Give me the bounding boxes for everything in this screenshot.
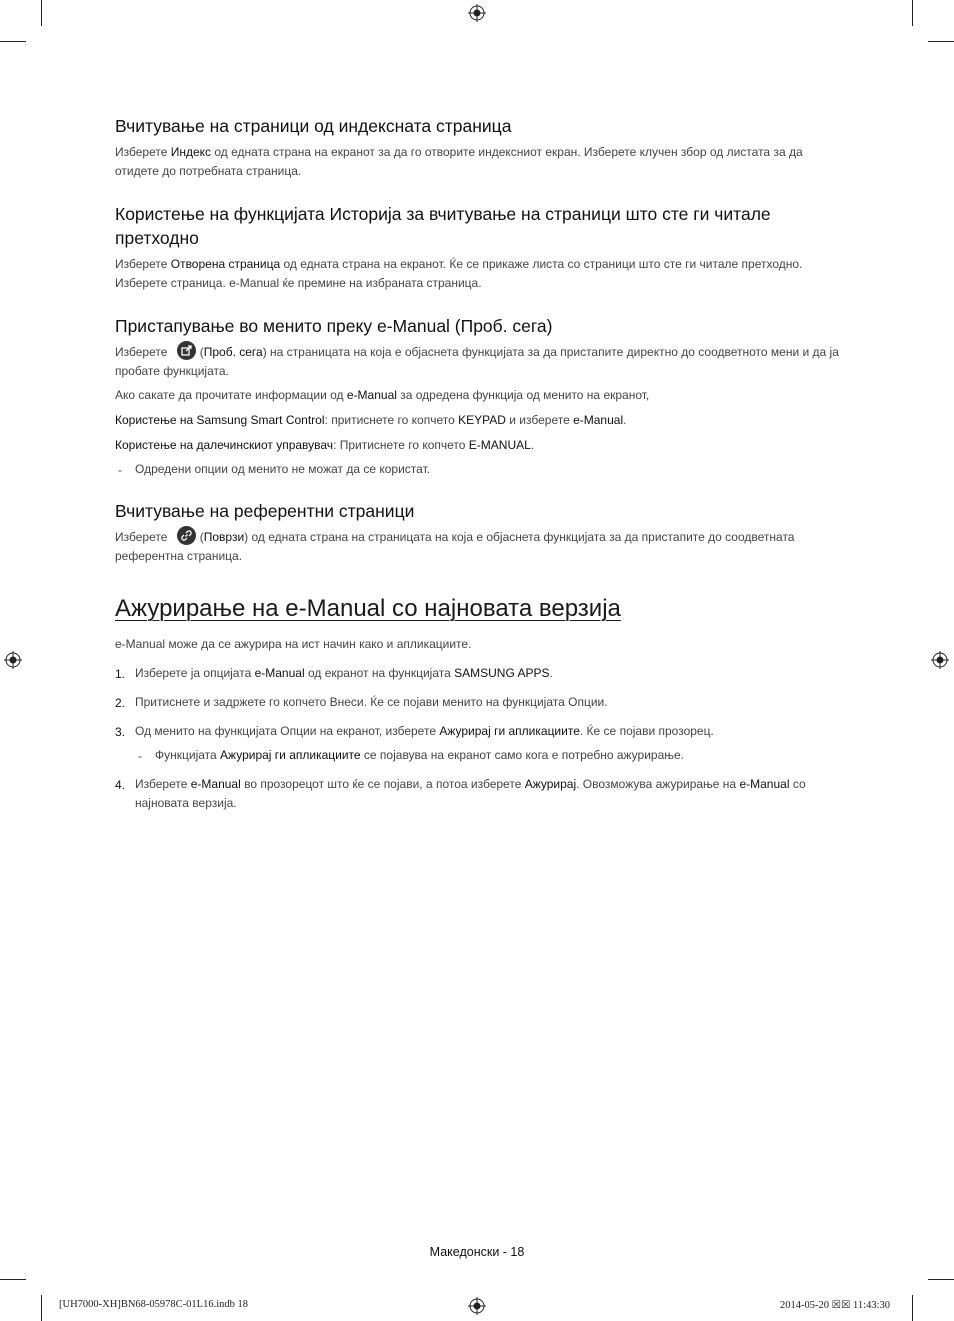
section-heading: Вчитување на страници од индексната страница — [115, 116, 512, 136]
text: Изберете — [115, 145, 171, 159]
text: Изберете страница. e-Manual ќе премине на избраната страница. — [115, 276, 482, 290]
crop-mark — [0, 1279, 26, 1280]
menu-term: e-Manual — [739, 777, 790, 791]
menu-term: Користење на далечинскиот управувач — [115, 438, 334, 452]
registration-mark-icon — [931, 651, 949, 669]
text: од едната страна на екранот за да го отворите индексниот екран. Изберете клучен збор од листата за да — [211, 145, 803, 159]
section-heading: Вчитување на референтни страници — [115, 501, 415, 521]
heading-line: претходно — [115, 228, 199, 248]
section-heading — [115, 202, 771, 250]
paragraph — [115, 436, 840, 455]
text: од едната страна на екранот. Ќе се прикаже листа со страници што сте ги читале претходно. — [280, 257, 803, 271]
text: ) од едната страна на страницата на која е објаснета функцијата за да пристапите до соодветната — [244, 530, 795, 544]
section-heading: Пристапување во менито преку e-Manual (Проб. сега) — [115, 316, 553, 336]
text: . Овозможува ажурирање на — [576, 777, 740, 791]
note-dash: - — [138, 749, 142, 763]
paragraph — [115, 143, 840, 181]
paragraph — [115, 528, 840, 566]
text: најновата верзија. — [135, 796, 237, 810]
menu-term: Ажурирај ги апликациите — [220, 748, 361, 762]
text: ( — [199, 530, 204, 544]
step-number: 2. — [115, 696, 126, 710]
text: Изберете — [115, 530, 168, 544]
text: во прозорецот што ќе се појави, а потоа изберете — [240, 777, 525, 791]
menu-term: Отворена страница — [170, 257, 281, 271]
text: Функцијата — [155, 748, 221, 762]
text: отидете до потребната страница. — [115, 164, 302, 178]
menu-term: SAMSUNG APPS — [454, 666, 550, 680]
text: Изберете ја опцијата — [135, 666, 255, 680]
menu-term: Ажурирај — [524, 777, 577, 791]
print-slug-right: 2014-05-20 ☒☒ 11:43:30 — [779, 1300, 890, 1311]
text: Од менито на функцијата Опции на екранот, изберете — [135, 724, 440, 738]
registration-mark-icon — [4, 651, 22, 669]
step — [135, 664, 845, 683]
step-number: 3. — [115, 725, 126, 739]
menu-term: Ажурирај ги апликациите — [439, 724, 580, 738]
text: референтна страница. — [115, 549, 243, 564]
paragraph — [115, 411, 840, 430]
text: . Ќе се појави прозорец. — [579, 724, 714, 738]
text: со — [789, 777, 806, 791]
button-term: KEYPAD — [458, 413, 506, 427]
heading-line: Користење на функцијата Историја за вчитување на страници што сте ги читале — [115, 204, 771, 224]
button-term: E-MANUAL — [468, 438, 531, 452]
text: . — [549, 666, 553, 680]
step: Притиснете и задржете го копчето Внеси. Ќе се појави менито на функцијата Опции. — [135, 695, 608, 709]
menu-term: e-Manual — [346, 388, 397, 402]
step — [135, 722, 845, 741]
crop-mark — [928, 41, 954, 42]
text: Изберете — [115, 345, 168, 359]
menu-term: e-Manual — [573, 413, 624, 427]
paragraph — [115, 343, 840, 381]
note: Одредени опции од менито не можат да се користат. — [135, 462, 431, 476]
text: се појавува на екранот само кога е потребно ажурирање. — [360, 748, 685, 762]
text: . — [530, 438, 535, 452]
menu-term: Користење на Samsung Smart Control — [115, 413, 325, 427]
crop-mark — [41, 0, 42, 26]
text: ( — [199, 345, 204, 359]
text: ) на страницата на која е објаснета функцијата за да пристапите директно до соодветното мени и да ја — [262, 345, 839, 359]
registration-mark-icon — [468, 1297, 486, 1315]
page-number: Македонски - 18 — [429, 1245, 525, 1259]
text: за одредена функција од менито на екранот, — [396, 388, 650, 402]
text: Ако сакате да прочитате информации од — [115, 388, 347, 402]
text: . — [623, 413, 627, 427]
text: Изберете — [115, 257, 171, 271]
crop-mark — [912, 1295, 913, 1321]
menu-term: Поврзи — [203, 530, 245, 544]
crop-mark — [41, 1295, 42, 1321]
text: : притиснете го копчето — [324, 413, 459, 427]
text: Изберете — [135, 777, 191, 791]
registration-mark-icon — [468, 4, 486, 22]
menu-term: Проб. сега — [203, 345, 263, 359]
text: од екранот на функцијата — [304, 666, 455, 680]
menu-term: Индекс — [170, 145, 212, 159]
crop-mark — [912, 0, 913, 26]
link-icon — [177, 526, 196, 545]
menu-term: e-Manual — [254, 666, 305, 680]
text: и изберете — [505, 413, 574, 427]
note-dash: - — [118, 463, 122, 477]
text: пробате функцијата. — [115, 364, 229, 379]
crop-mark — [0, 41, 26, 42]
step-number: 4. — [115, 778, 126, 792]
paragraph — [115, 255, 840, 293]
step — [135, 775, 845, 813]
text: : Притиснете го копчето — [333, 438, 469, 452]
step-number: 1. — [115, 667, 126, 681]
try-now-icon — [177, 341, 196, 360]
note — [155, 746, 845, 765]
print-slug-left: [UH7000-XH]BN68-05978C-01L16.indb 18 — [59, 1299, 248, 1310]
crop-mark — [928, 1279, 954, 1280]
page-title: Ажурирање на e-Manual со најновата верзија — [115, 595, 621, 622]
paragraph — [115, 386, 840, 405]
menu-term: e-Manual — [190, 777, 241, 791]
paragraph: e-Manual може да се ажурира на ист начин како и апликациите. — [115, 637, 472, 651]
